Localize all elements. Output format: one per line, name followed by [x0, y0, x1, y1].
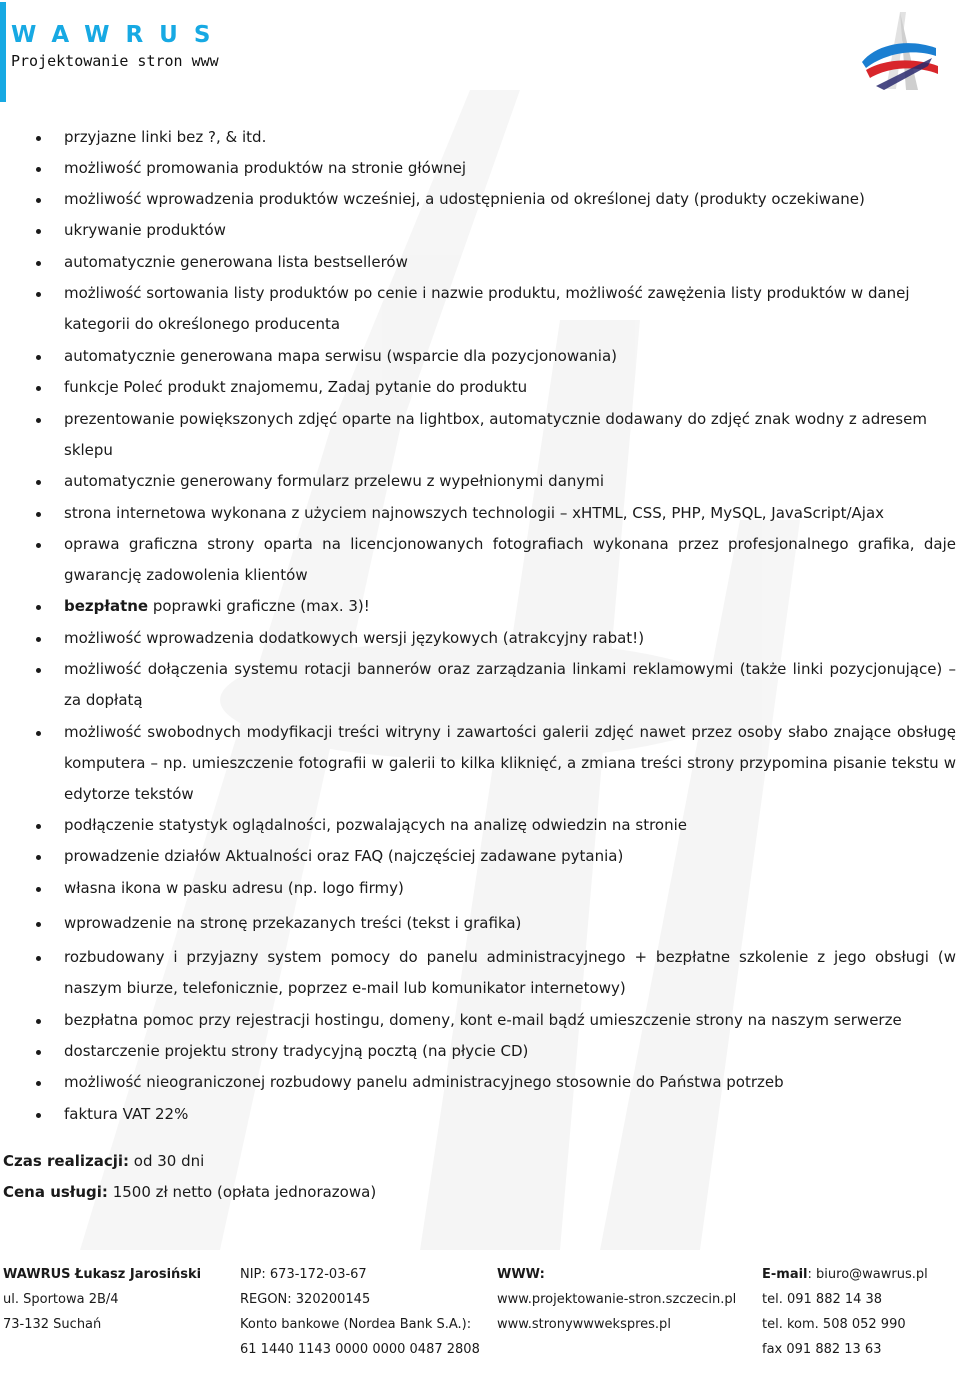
email-label: E-mail: [762, 1267, 808, 1282]
bullet-icon: [36, 668, 41, 673]
list-item-text: prezentowanie powiększonych zdjęć oparte na lightbox, automatycznie dodawany do zdjęć znak wodny z adresem sklepu: [64, 410, 927, 459]
list-item-text: faktura VAT 22%: [64, 1105, 189, 1123]
bullet-icon: [36, 386, 41, 391]
www-label: WWW:: [497, 1267, 545, 1282]
bullet-icon: [36, 824, 41, 829]
nip: NIP: 673-172-03-67: [240, 1267, 367, 1282]
list-item-text: automatycznie generowana mapa serwisu (wsparcie dla pozycjonowania): [64, 347, 618, 365]
bullet-icon: [36, 1050, 41, 1055]
bullet-icon: [36, 480, 41, 485]
bullet-icon: [36, 605, 41, 610]
list-item-text: przyjazne linki bez ?, & itd.: [64, 128, 267, 146]
list-item-text: możliwość wprowadzenia dodatkowych wersji językowych (atrakcyjny rabat!): [64, 629, 645, 647]
mobile-phone: tel. kom. 508 052 990: [762, 1317, 906, 1332]
brand-subtitle: Projektowanie stron www: [11, 52, 219, 70]
bullet-icon: [36, 887, 41, 892]
list-item-rest: poprawki graficzne (max. 3)!: [148, 597, 370, 615]
document-header: [0, 0, 960, 110]
website-link-2[interactable]: www.stronywwwekspres.pl: [497, 1317, 671, 1332]
bullet-icon: [36, 355, 41, 360]
bullet-icon: [36, 731, 41, 736]
bullet-icon: [36, 198, 41, 203]
regon: REGON: 320200145: [240, 1292, 371, 1307]
list-item-text: bezpłatna pomoc przy rejestracji hostingu, domeny, kont e-mail bądź umieszczenie strony na naszym serwerze: [64, 1011, 902, 1029]
bank-account: 61 1440 1143 0000 0000 0487 2808: [240, 1342, 480, 1357]
company-name: WAWRUS Łukasz Jarosiński: [3, 1267, 202, 1282]
list-item-text: strona internetowa wykonana z użyciem najnowszych technologii – xHTML, CSS, PHP, MySQL, JavaScript/Ajax: [64, 504, 885, 522]
list-item-text: możliwość sortowania listy produktów po cenie i nazwie produktu, możliwość zawężenia listy produktów w danej kategorii do określonego producenta: [64, 284, 910, 333]
bold-keyword: bezpłatne: [64, 597, 149, 615]
realization-time-label: Czas realizacji:: [3, 1152, 130, 1170]
list-item-text: możliwość swobodnych modyfikacji treści witryny i zawartości galerii zdjęć nawet przez osoby słabo znające obsługę komputera – np. umieszczenie fotografii w galerii to kilka kliknięć, a zmiana treści strony przypomina pisanie tekstu w edytorze tekstów: [64, 723, 956, 803]
list-item-text: możliwość nieograniczonej rozbudowy panelu administracyjnego stosownie do Państwa potrzeb: [64, 1073, 784, 1091]
bullet-icon: [36, 637, 41, 642]
list-item-text: możliwość dołączenia systemu rotacji bannerów oraz zarządzania linkami reklamowymi (także linki pozycjonujące) – za dopłatą: [64, 660, 956, 709]
list-item-text: [64, 591, 956, 622]
list-item-text: możliwość wprowadzenia produktów wcześniej, a udostępnienia od określonej daty (produkty oczekiwane): [64, 190, 865, 208]
wawrus-logo-icon: [856, 4, 946, 94]
bullet-icon: [36, 512, 41, 517]
bullet-icon: [36, 855, 41, 860]
footer-company: [3, 1262, 201, 1337]
company-street: ul. Sportowa 2B/4: [3, 1292, 119, 1307]
email-link[interactable]: : biuro@wawrus.pl: [807, 1267, 928, 1282]
company-city: 73-132 Suchań: [3, 1317, 102, 1332]
list-item-text: automatycznie generowany formularz przelewu z wypełnionymi danymi: [64, 472, 605, 490]
realization-time-value: od 30 dni: [129, 1152, 205, 1170]
list-item-text: podłączenie statystyk oglądalności, pozwalających na analizę odwiedzin na stronie: [64, 816, 687, 834]
bullet-icon: [36, 167, 41, 172]
list-item-text: prowadzenie działów Aktualności oraz FAQ (najczęściej zadawane pytania): [64, 847, 624, 865]
bullet-icon: [36, 292, 41, 297]
bullet-icon: [36, 261, 41, 266]
brand-title: WAWRUS: [11, 22, 227, 48]
list-item-text: własna ikona w pasku adresu (np. logo firmy): [64, 879, 404, 897]
list-item-text: funkcje Poleć produkt znajomemu, Zadaj pytanie do produktu: [64, 378, 528, 396]
list-item-text: oprawa graficzna strony oparta na licencjonowanych fotografiach wykonana przez profesjonalnego grafika, daje gwarancję zadowolenia klientów: [64, 535, 956, 584]
footer-ids: [240, 1262, 480, 1362]
bullet-icon: [36, 543, 41, 548]
list-item-text: rozbudowany i przyjazny system pomocy do panelu administracyjnego + bezpłatne szkolenie z jego obsługi (w naszym biurze, telefonicznie, poprzez e-mail lub komunikator internetowy): [64, 948, 956, 997]
bullet-icon: [36, 1113, 41, 1118]
bullet-icon: [36, 1081, 41, 1086]
list-item-text: wprowadzenie na stronę przekazanych treści (tekst i grafika): [64, 914, 522, 932]
phone: tel. 091 882 14 38: [762, 1292, 883, 1307]
bank-label: Konto bankowe (Nordea Bank S.A.):: [240, 1317, 472, 1332]
footer-www: [497, 1262, 736, 1337]
footer-contact: [762, 1262, 928, 1362]
list-item-text: możliwość promowania produktów na stronie głównej: [64, 159, 467, 177]
website-link-1[interactable]: www.projektowanie-stron.szczecin.pl: [497, 1292, 737, 1307]
bullet-icon: [36, 1019, 41, 1024]
bullet-icon: [36, 418, 41, 423]
service-price-label: Cena usługi:: [3, 1183, 108, 1201]
list-item-text: dostarczenie projektu strony tradycyjną pocztą (na płycie CD): [64, 1042, 529, 1060]
bullet-icon: [36, 922, 41, 927]
realization-time: [3, 1152, 204, 1170]
bullet-icon: [36, 956, 41, 961]
fax: fax 091 882 13 63: [762, 1342, 882, 1357]
bullet-icon: [36, 136, 41, 141]
header-accent-bar: [0, 2, 6, 102]
bullet-icon: [36, 229, 41, 234]
list-item-text: automatycznie generowana lista bestsellerów: [64, 253, 408, 271]
list-item-text: ukrywanie produktów: [64, 221, 226, 239]
service-price-value: 1500 zł netto (opłata jednorazowa): [107, 1183, 377, 1201]
document-footer: [0, 1262, 960, 1372]
service-price: [3, 1183, 376, 1201]
